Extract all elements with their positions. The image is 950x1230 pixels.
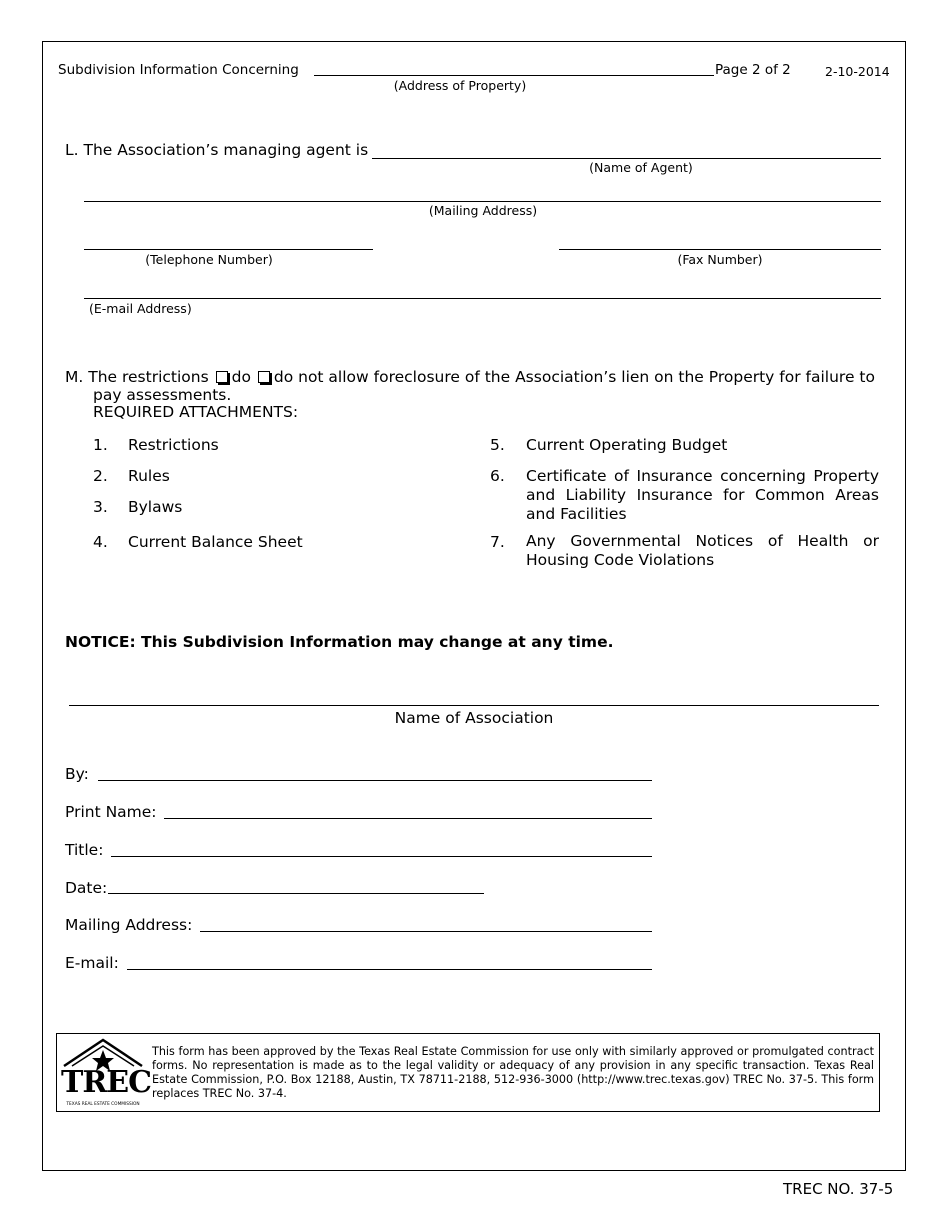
agent-fax-field[interactable] xyxy=(559,249,881,250)
page-number: Page 2 of 2 xyxy=(715,62,791,78)
footer-disclaimer: This form has been approved by the Texas Real Estate Commission for use only with similarly approved or promulgated contract forms. No representation is made as to the legal validity or adequacy of any provision in any specific transaction. Texas Real Estate Commission, P.O. Box 12188, Austin, TX 78711-2188, 512-936-3000 (http://www.trec.texas.gov) TREC No. 37-5. This form replaces TREC No. 37-4. xyxy=(152,1045,874,1100)
title-label: Title: xyxy=(65,841,104,859)
attachment-governmental-notices: Any Governmental Notices of Health or Housing Code Violations xyxy=(526,532,879,569)
attachment-number: 5. xyxy=(490,436,505,454)
footer-approval-box xyxy=(56,1033,880,1112)
notice-text: NOTICE: This Subdivision Information may change at any time. xyxy=(65,633,614,651)
trec-logo-text: TREC xyxy=(61,1065,151,1100)
email-field[interactable] xyxy=(127,969,652,970)
association-name-caption: Name of Association xyxy=(394,709,554,727)
attachment-balance-sheet: Current Balance Sheet xyxy=(128,533,303,551)
agent-name-caption: (Name of Agent) xyxy=(589,160,693,175)
agent-name-field[interactable] xyxy=(372,158,881,159)
attachment-insurance-certificate: Certificate of Insurance concerning Property and Liability Insurance for Common Areas and Facilities xyxy=(526,467,879,523)
attachment-number: 7. xyxy=(490,533,505,551)
property-address-field[interactable] xyxy=(314,75,714,76)
trec-logo xyxy=(61,1038,151,1108)
association-name-field[interactable] xyxy=(69,705,879,706)
section-m-prefix: M. The restrictions xyxy=(65,368,209,386)
agent-mailing-address-caption: (Mailing Address) xyxy=(428,203,538,218)
property-address-caption: (Address of Property) xyxy=(393,78,527,93)
attachments-heading: REQUIRED ATTACHMENTS: xyxy=(93,403,299,421)
attachment-number: 2. xyxy=(93,467,108,485)
attachment-number: 3. xyxy=(93,498,108,516)
by-field[interactable] xyxy=(98,780,652,781)
title-field[interactable] xyxy=(111,856,652,857)
agent-fax-caption: (Fax Number) xyxy=(677,252,763,267)
form-date: 2-10-2014 xyxy=(825,64,890,79)
mailing-address-field[interactable] xyxy=(200,931,652,932)
agent-telephone-field[interactable] xyxy=(84,249,373,250)
mailing-address-label: Mailing Address: xyxy=(65,916,193,934)
do-label: do xyxy=(231,368,251,386)
trec-logo-subtext: TEXAS REAL ESTATE COMMISSION xyxy=(66,1102,140,1107)
attachment-bylaws: Bylaws xyxy=(128,498,183,516)
print-name-field[interactable] xyxy=(164,818,652,819)
print-name-label: Print Name: xyxy=(65,803,157,821)
attachment-number: 1. xyxy=(93,436,108,454)
do-not-checkbox[interactable] xyxy=(258,371,270,383)
email-label: E-mail: xyxy=(65,954,119,972)
section-l-label: L. The Association’s managing agent is xyxy=(65,141,369,159)
do-checkbox[interactable] xyxy=(216,371,228,383)
date-label: Date: xyxy=(65,879,108,897)
attachment-number: 6. xyxy=(490,467,505,485)
agent-telephone-caption: (Telephone Number) xyxy=(145,252,273,267)
section-m-line1 xyxy=(65,368,875,386)
agent-email-field[interactable] xyxy=(84,298,881,299)
do-not-label: do not allow foreclosure of the Association’s lien on the Property for failure to xyxy=(273,368,875,386)
attachment-restrictions: Restrictions xyxy=(128,436,219,454)
by-label: By: xyxy=(65,765,89,783)
header-title: Subdivision Information Concerning xyxy=(58,62,299,78)
section-m-line2: pay assessments. xyxy=(93,386,232,404)
attachment-operating-budget: Current Operating Budget xyxy=(526,436,728,454)
form-number: TREC NO. 37-5 xyxy=(783,1180,894,1198)
date-field[interactable] xyxy=(108,893,484,894)
attachment-rules: Rules xyxy=(128,467,170,485)
agent-mailing-address-field[interactable] xyxy=(84,201,881,202)
agent-email-caption: (E-mail Address) xyxy=(89,301,192,316)
attachment-number: 4. xyxy=(93,533,108,551)
